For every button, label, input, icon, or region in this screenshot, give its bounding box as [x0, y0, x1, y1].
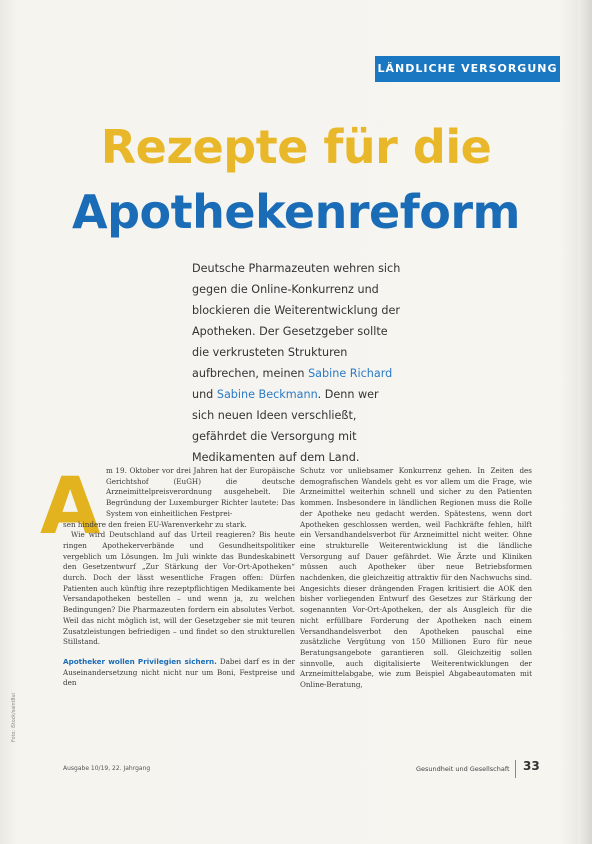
footer-magazine-name: Gesundheit und Gesellschaft [416, 765, 510, 773]
footer-divider [515, 760, 516, 778]
body-paragraph: m 19. Oktober vor drei Jahren hat der Europäische Gerichtshof (EuGH) die deutsche Arzneimittelpreisverordnung ausgehebelt. Die Begründung der Luxemburger Richter lautete: Das System von einheitlichen Festprei- [106, 466, 295, 518]
drop-cap: A [40, 462, 101, 552]
body-paragraph: sen hindere den freien EU-Warenverkehr zu stark. [63, 519, 247, 529]
body-text: Dabei darf es in der Auseinandersetzung nicht nicht nur um Boni, Festpreise und den [63, 656, 295, 688]
lead-text-mid: und [192, 388, 217, 401]
lead-text-1: Deutsche Pharmazeuten wehren sich gegen die Online-Konkurrenz und blockieren die Weiterentwicklung der Apotheken. Der Gesetzgeber sollte die verkrusteten Strukturen aufbrechen, meinen [192, 262, 401, 380]
photo-credit: Foto: iStock/saint8ui [12, 693, 17, 742]
inline-subhead: Apotheker wollen Privilegien sichern. [63, 656, 217, 666]
body-paragraph [63, 657, 295, 689]
author-name-2: Sabine Beckmann [216, 388, 318, 401]
body-paragraph: Wie wird Deutschland auf das Urteil reagieren? Bis heute ringen Apothekerverbände und Gesundheitspolitiker vergeblich um Lösungen. Im Juli winkte das Bundeskabinett den Gesetzentwurf „Zur Stärkung der Vor-Ort-Apotheken“ durch. Doch der lässt wesentliche Fragen offen: Dürfen Patienten auch künftig ihre rezeptpflichtigen Medikamente bei Versandapotheken bestellen – und wenn ja, zu welchen Bedingungen? Die Pharmazeuten fordern ein absolutes Verbot. Weil das nicht möglich ist, will der Gesetzgeber sie mit teuren Zusatzleistungen befriedigen – und findet so den strukturellen Stillstand. [63, 530, 295, 647]
lead-paragraph [192, 258, 402, 468]
title-line-1: Rezepte für die [100, 120, 492, 174]
title-line-2: Apothekenreform [72, 185, 520, 239]
section-tag: LÄNDLICHE VERSORGUNG [375, 56, 560, 82]
author-name-1: Sabine Richard [308, 367, 393, 380]
footer-issue: Ausgabe 10/19, 22. Jahrgang [63, 765, 151, 772]
lead-text-2: . Denn wer sich neuen Ideen verschließt, gefährdet die Versorgung mit Medikamenten auf dem Land. [192, 388, 379, 464]
body-column-1 [63, 466, 295, 689]
body-paragraph: Schutz vor unliebsamer Konkurrenz gehen. In Zeiten des demografischen Wandels geht es vor allem um die Frage, wie Arzneimittel weiterhin schnell und sicher zu den Patienten kommen. Insbesondere in ländlichen Regionen muss die Rolle der Apotheke neu gedacht werden. Spätestens, wenn dort Apotheken geschlossen werden, weil Fachkräfte fehlen, hilft ein Versandhandelsverbot für Arzneimittel nicht weiter. Ohne eine strukturelle Weiterentwicklung ist die ländliche Versorgung auf Dauer gefährdet. Wie Ärzte und Kliniken müssen auch Apotheker über neue Betriebsformen nachdenken, die gleichzeitig attraktiv für den Nachwuchs sind. Angesichts dieser drängenden Fragen kritisiert die AOK den bisher vorliegenden Entwurf des Gesetzes zur Stärkung der sogenannten Vor-Ort-Apotheken, der als Ausgleich für die nicht erfüllbare Forderung der Apotheken nach einem Versandhandelsverbot den Apotheken pauschal eine zusätzliche Vergütung von 150 Millionen Euro für neue Beratungsangebote garantieren soll. Gleichzeitig sollen sinnvolle, auch digitalisierte Weiterentwicklungen der Arzneimittelabgabe, wie zum Beispiel Abgabeautomaten mit Online-Beratung, [300, 466, 532, 690]
page-number: 33 [523, 759, 540, 773]
body-column-2 [300, 466, 532, 691]
